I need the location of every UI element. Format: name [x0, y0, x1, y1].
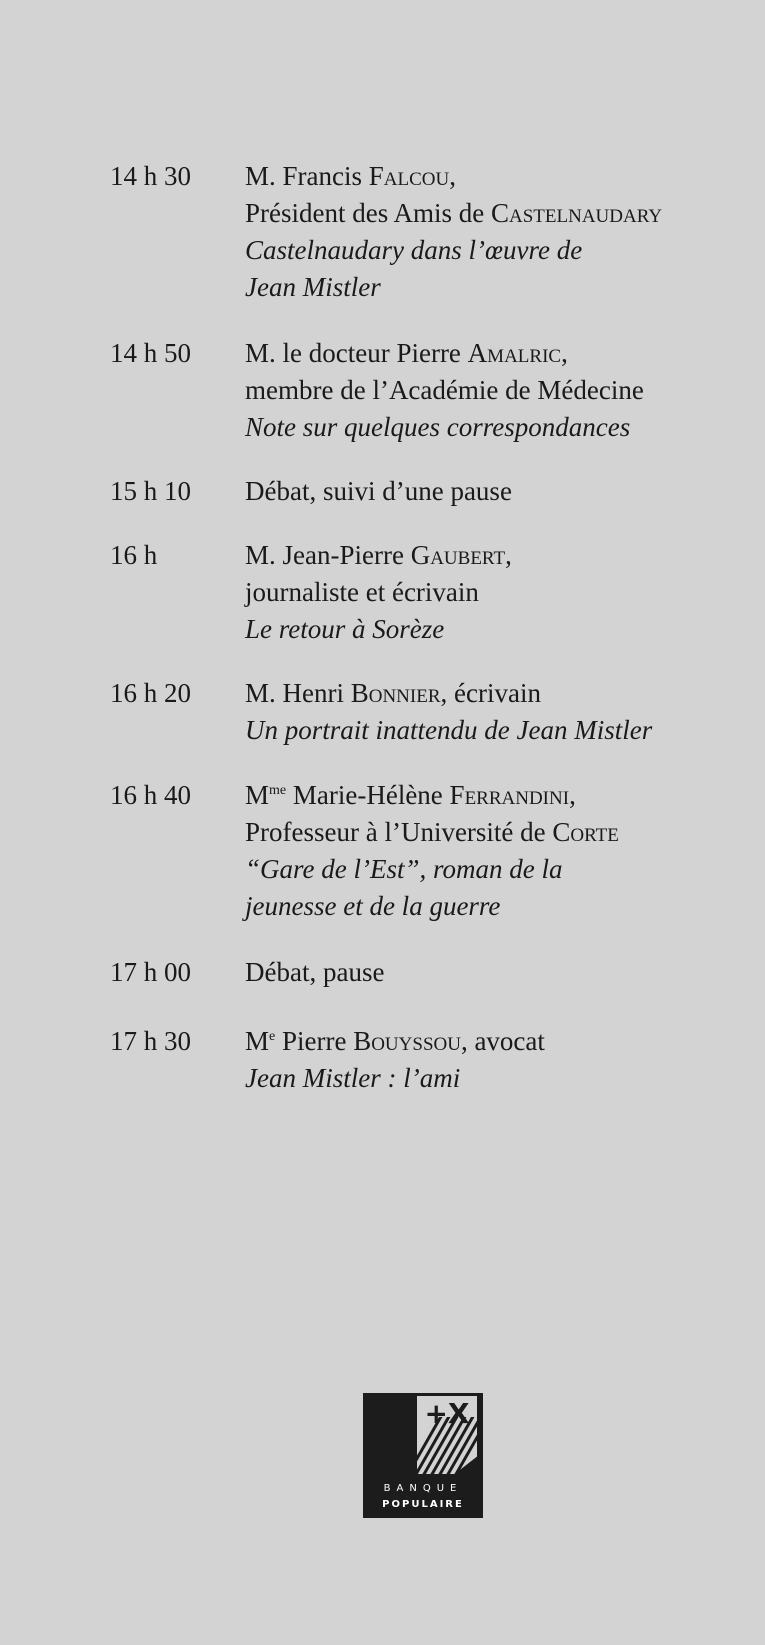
speaker-title-line: journaliste et écrivain	[245, 577, 479, 607]
title-prefix: Président des Amis de	[245, 198, 491, 228]
title-prefix: Professeur à l’Université de	[245, 817, 553, 847]
speaker-name: Ferrandini	[449, 780, 570, 810]
entry-content	[245, 777, 750, 925]
entry-content	[245, 1023, 750, 1097]
logo-line1: BANQUE	[383, 1483, 463, 1494]
logo-symbol: +X	[424, 1397, 470, 1430]
speaker-prefix: M. Francis	[245, 161, 369, 191]
program-entry	[110, 158, 750, 306]
break-line: Débat, suivi d’une pause	[245, 476, 512, 506]
logo-line2: POPULAIRE	[382, 1499, 464, 1510]
honorific-superscript: me	[269, 783, 287, 798]
speaker-prefix: M. Jean-Pierre	[245, 540, 411, 570]
program-entry	[110, 675, 750, 749]
entry-content	[245, 158, 750, 306]
speaker-suffix: ,	[505, 540, 512, 570]
program-entry	[110, 335, 750, 446]
speaker-name: Bouyssou	[353, 1026, 461, 1056]
program-list	[110, 158, 750, 1097]
speaker-name: Falcou	[368, 161, 450, 191]
entry-time: 16 h 40	[110, 780, 191, 810]
entry-time: 14 h 50	[110, 338, 191, 368]
talk-title-line: Jean Mistler : l’ami	[245, 1063, 461, 1093]
entry-time: 14 h 30	[110, 161, 191, 191]
speaker-suffix: ,	[561, 338, 568, 368]
speaker-suffix: ,	[569, 780, 576, 810]
speaker-name: Gaubert	[410, 540, 506, 570]
entry-content	[245, 335, 750, 446]
program-entry	[110, 537, 750, 648]
speaker-title-line	[245, 814, 750, 851]
entry-time: 16 h	[110, 540, 158, 570]
entry-content	[245, 954, 750, 991]
talk-title-line: Castelnaudary dans l’œuvre de	[245, 235, 583, 265]
speaker-prefix: Pierre	[275, 1026, 354, 1056]
program-entry	[110, 473, 750, 510]
program-entry	[110, 954, 750, 991]
talk-title-line: jeunesse et de la guerre	[245, 891, 501, 921]
title-name: Corte	[552, 817, 619, 847]
entry-time: 15 h 10	[110, 476, 191, 506]
entry-time: 17 h 30	[110, 1026, 191, 1056]
speaker-line	[245, 335, 750, 372]
entry-content	[245, 675, 750, 749]
program-entry	[110, 777, 750, 925]
speaker-name: Bonnier	[350, 678, 441, 708]
speaker-prefix: M. Henri	[245, 678, 351, 708]
speaker-line	[245, 1023, 750, 1060]
entry-content	[245, 537, 750, 648]
honorific: M	[245, 780, 270, 810]
program-entry	[110, 1023, 750, 1097]
break-line: Débat, pause	[245, 957, 385, 987]
speaker-suffix: , avocat	[460, 1026, 545, 1056]
speaker-title-line	[245, 195, 750, 232]
banque-populaire-logo	[363, 1393, 483, 1518]
talk-title-line: Le retour à Sorèze	[245, 614, 445, 644]
speaker-prefix: Marie-Hélène	[286, 780, 450, 810]
speaker-name: Amalric	[467, 338, 562, 368]
speaker-line	[245, 777, 750, 814]
title-name: Castelnaudary	[490, 198, 663, 228]
honorific-superscript: e	[269, 1029, 276, 1044]
entry-time: 17 h 00	[110, 957, 191, 987]
speaker-prefix: M. le docteur Pierre	[245, 338, 468, 368]
honorific: M	[245, 1026, 270, 1056]
talk-title-line: Jean Mistler	[245, 272, 381, 302]
speaker-suffix: ,	[449, 161, 456, 191]
speaker-title-line: membre de l’Académie de Médecine	[245, 375, 644, 405]
speaker-line	[245, 158, 750, 195]
talk-title-line: Un portrait inattendu de Jean Mistler	[245, 715, 653, 745]
speaker-line	[245, 537, 750, 574]
talk-title-line: Note sur quelques correspondances	[245, 412, 631, 442]
entry-content	[245, 473, 750, 510]
speaker-line	[245, 675, 750, 712]
talk-title-line: “Gare de l’Est”, roman de la	[245, 854, 563, 884]
speaker-suffix: , écrivain	[440, 678, 541, 708]
entry-time: 16 h 20	[110, 678, 191, 708]
